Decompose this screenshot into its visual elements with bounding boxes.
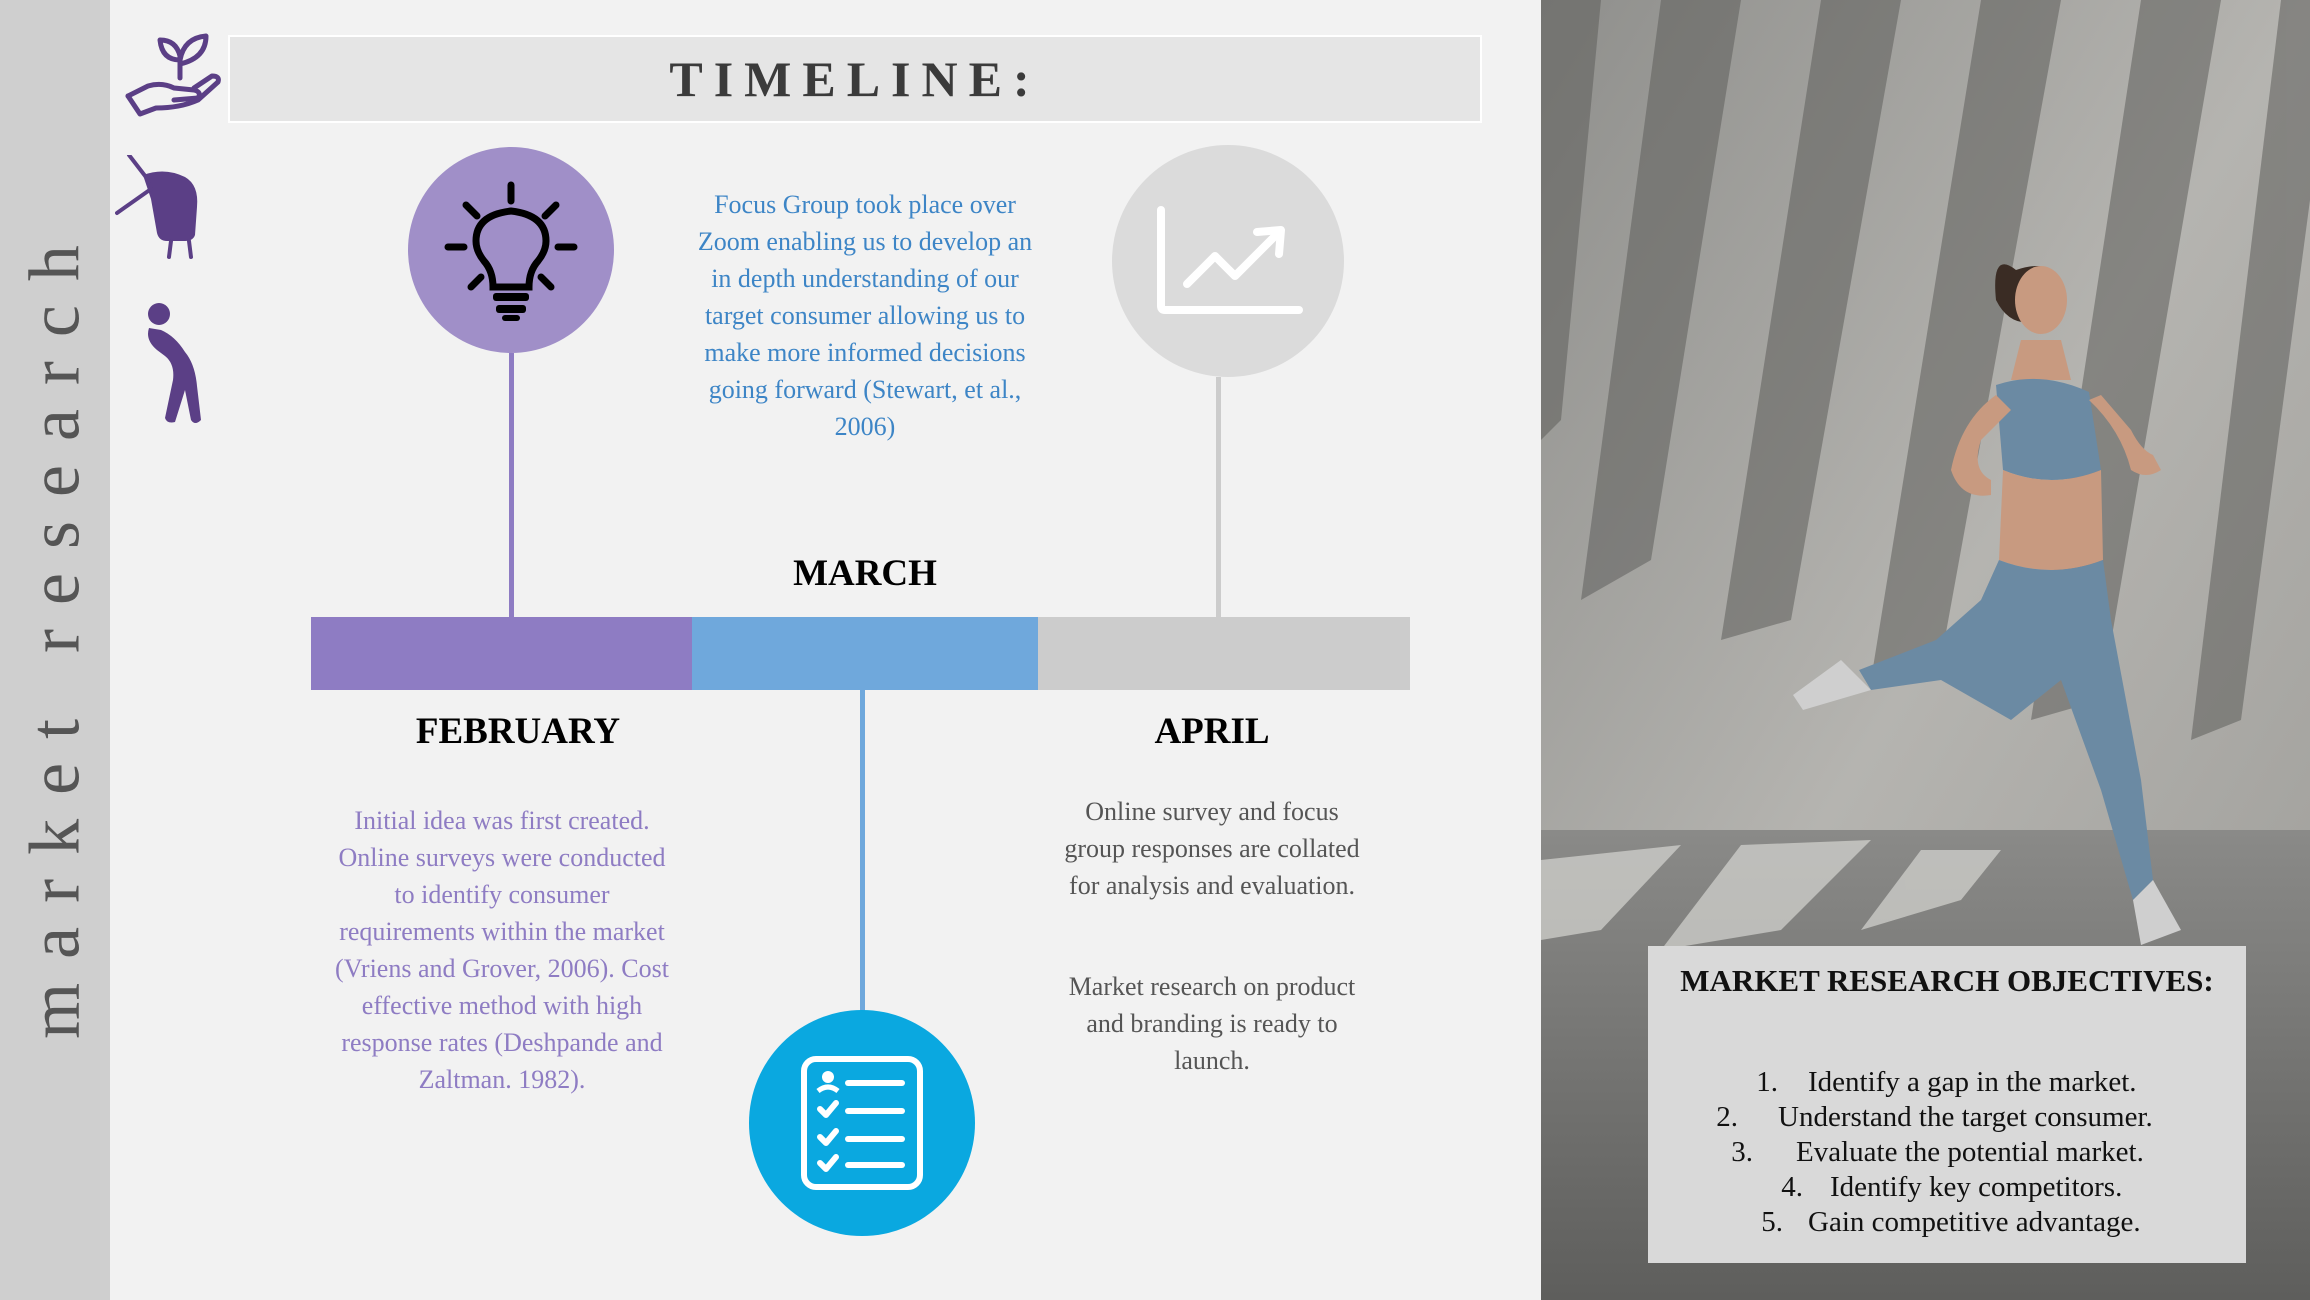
timeline-bar-february (311, 617, 692, 690)
april-description-2: Market research on product and branding is ready to launch. (1068, 972, 1356, 1075)
objective-text: Understand the target consumer. (1778, 1101, 2153, 1133)
objective-number: 2. (1716, 1101, 1738, 1133)
hand-plant-icon (122, 30, 222, 120)
objective-number: 3. (1731, 1136, 1753, 1168)
sidebar-title-text: market research (14, 221, 95, 1039)
april-label: APRIL (1154, 711, 1270, 752)
march-label: MARCH (793, 553, 937, 594)
objective-text: Evaluate the potential market. (1796, 1136, 2144, 1168)
timeline-bar-april (1038, 617, 1410, 690)
sidebar-title (0, 0, 110, 1300)
april-marker (1112, 145, 1344, 377)
objective-text: Identify key competitors. (1830, 1171, 2123, 1203)
timeline-title-box (228, 35, 1482, 123)
objectives-title: MARKET RESEARCH OBJECTIVES: (1680, 963, 2214, 998)
march-description: Focus Group took place over Zoom enabling us to develop an in depth understanding of our target consumer allowing us to make more informed decisions going forward (Stewart, et al., 2006) (697, 190, 1033, 441)
march-marker (749, 1010, 975, 1236)
objective-number: 4. (1781, 1171, 1803, 1203)
person-bending-icon (135, 300, 205, 425)
timeline-title: TIMELINE: (669, 51, 1041, 107)
april-connector (1216, 377, 1221, 617)
march-connector (860, 690, 865, 1012)
objective-text: Identify a gap in the market. (1808, 1066, 2137, 1098)
february-description: Initial idea was first created. Online surveys were conducted to identify consumer requirements within the market (Vriens and Grover, 2006). Cost effective method with high response rates (Deshpande and Zaltman. 1982). (335, 806, 669, 1094)
chart-trend-icon (1153, 206, 1303, 316)
person-stretching-icon (115, 155, 205, 260)
objectives-box (1648, 946, 2246, 1263)
timeline-bar-march (692, 617, 1038, 690)
april-description-1: Online survey and focus group responses are collated for analysis and evaluation. (1064, 797, 1360, 900)
february-marker (408, 147, 614, 353)
objective-number: 5. (1761, 1206, 1783, 1238)
objective-number: 1. (1756, 1066, 1778, 1098)
objective-text: Gain competitive advantage. (1808, 1206, 2141, 1238)
february-connector (509, 353, 514, 618)
february-label: FEBRUARY (415, 711, 621, 752)
checklist-icon (792, 1053, 932, 1193)
lightbulb-icon (436, 175, 586, 325)
